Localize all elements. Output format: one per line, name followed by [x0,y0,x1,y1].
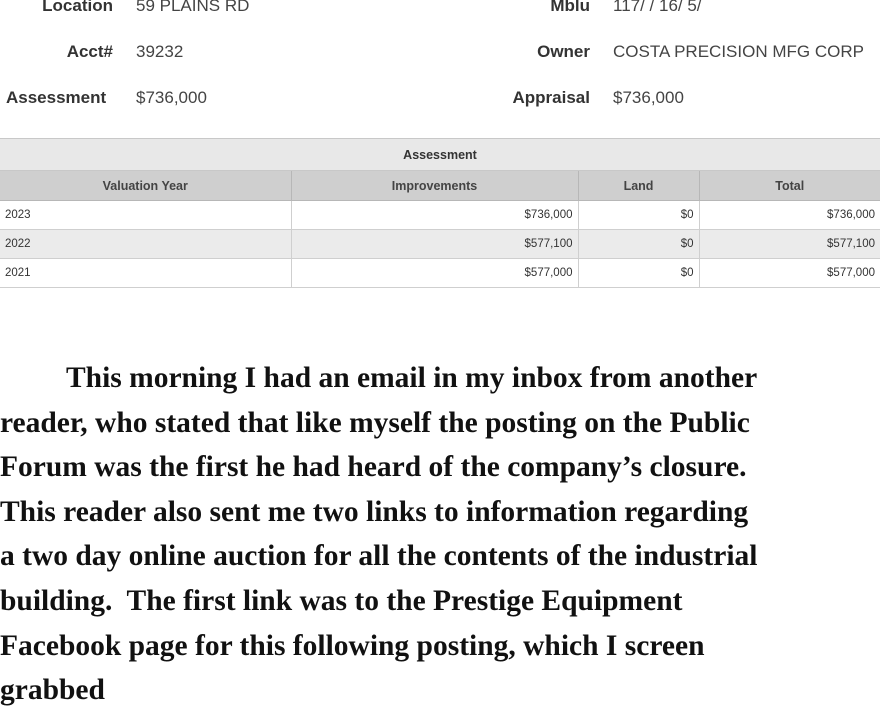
table-cell: $736,000 [699,201,880,230]
paragraph-line: Facebook page for this following posting, which I screen [0,629,705,662]
assessment-label: Assessment [6,88,107,107]
appraisal-value: $736,000 [613,88,684,107]
mblu-value: 117/ / 16/ 5/ [613,0,702,15]
table-row [0,259,880,288]
paragraph-line: grabbed [0,674,105,707]
mblu-label: Mblu [550,0,590,15]
table-cell: 2021 [0,259,291,288]
paragraph-line: a two day online auction for all the contents of the industrial [0,540,758,573]
info-row-acct [0,42,880,68]
acct-label: Acct# [66,42,113,61]
owner-label: Owner [537,42,590,61]
paragraph-line: building. The first link was to the Prestige Equipment [0,584,683,617]
table-caption-row [0,139,880,171]
acct-value: 39232 [136,42,184,61]
table-cell: 2022 [0,230,291,259]
table-row [0,230,880,259]
table-cell: $577,100 [699,230,880,259]
table-cell: $577,100 [291,230,578,259]
column-header: Land [578,171,699,201]
info-row-assessment [0,88,880,114]
assessment-table [0,138,880,288]
table-cell: 2023 [0,201,291,230]
article-paragraph [0,356,880,713]
table-row [0,201,880,230]
location-label: Location [42,0,113,15]
table-cell: $736,000 [291,201,578,230]
table-caption: Assessment [0,139,880,171]
paragraph-line: reader, who stated that like myself the posting on the Public [0,406,750,439]
column-header: Valuation Year [0,171,291,201]
assessment-value: $736,000 [136,88,207,107]
location-value: 59 PLAINS RD [136,0,250,15]
appraisal-label: Appraisal [512,88,590,107]
info-row-location [0,0,880,22]
table-cell: $577,000 [699,259,880,288]
paragraph-line: This reader also sent me two links to information regarding [0,495,749,528]
paragraph-line: This morning I had an email in my inbox from another [66,362,758,394]
table-cell: $577,000 [291,259,578,288]
column-header: Improvements [291,171,578,201]
table-header-row [0,171,880,201]
table-cell: $0 [578,201,699,230]
paragraph-line: Forum was the first he had heard of the company’s closure. [0,451,747,484]
owner-value: COSTA PRECISION MFG CORP [613,42,864,61]
table-cell: $0 [578,259,699,288]
column-header: Total [699,171,880,201]
table-cell: $0 [578,230,699,259]
